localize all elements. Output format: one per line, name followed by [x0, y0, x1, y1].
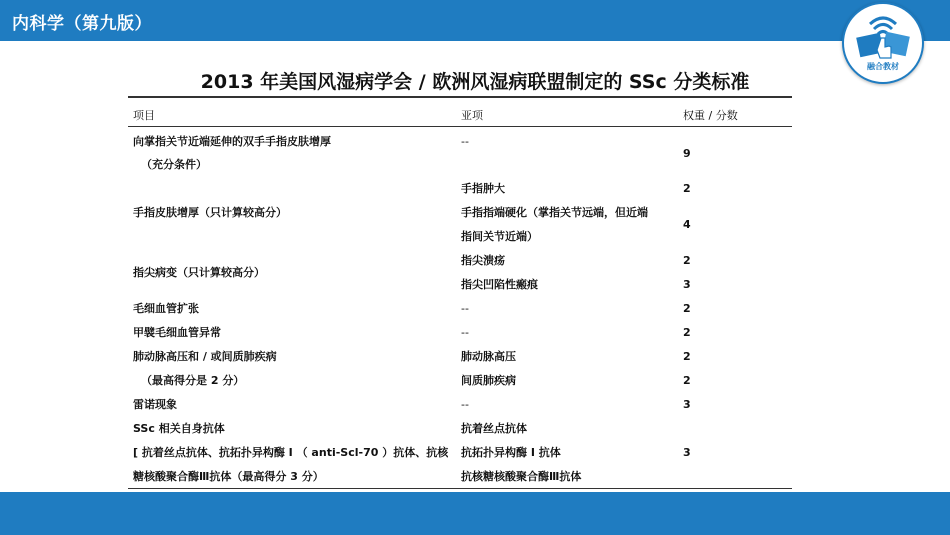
document-title: 2013 年美国风湿病学会 / 欧洲风湿病联盟制定的 SSc 分类标准 [200, 71, 750, 93]
row4-subitem: -- [461, 302, 469, 315]
row8-item-line2: [ 抗着丝点抗体、抗拓扑异构酶 I （ anti-Scl-70 ）抗体、抗核 [133, 446, 449, 459]
row3-subitem2: 指尖凹陷性瘢痕 [461, 278, 538, 291]
row1-item-line1: 向掌指关节近端延伸的双手手指皮肤增厚 [133, 135, 331, 148]
row7-item: 雷诺现象 [133, 398, 177, 411]
row6-subitem1: 肺动脉高压 [461, 350, 516, 363]
row2-score2: 4 [683, 218, 691, 231]
row7-subitem: -- [461, 398, 469, 411]
row2-score1: 2 [683, 182, 691, 195]
row2-subitem2-line1: 手指指端硬化（掌指关节远端，但近端 [461, 206, 648, 219]
row1-score: 9 [683, 147, 691, 160]
footer-bar [0, 492, 950, 535]
row8-item-line1: SSc 相关自身抗体 [133, 422, 225, 435]
row6-score1: 2 [683, 350, 691, 363]
column-header-score: 权重 / 分数 [683, 109, 738, 122]
row5-score: 2 [683, 326, 691, 339]
row8-subitem3: 抗核糖核酸聚合酶Ⅲ抗体 [461, 470, 582, 483]
header-bar [0, 0, 950, 41]
row2-item: 手指皮肤增厚（只计算较高分） [133, 206, 287, 219]
row1-subitem: -- [461, 135, 469, 148]
row6-item-line1: 肺动脉高压和 / 或间质肺疾病 [133, 350, 277, 363]
row3-subitem1: 指尖溃疡 [461, 254, 505, 267]
row8-score: 3 [683, 446, 691, 459]
row1-item-line2: （充分条件） [141, 158, 207, 171]
row3-score1: 2 [683, 254, 691, 267]
header-title: 内科学（第九版） [12, 14, 152, 34]
row6-subitem2: 间质肺疾病 [461, 374, 516, 387]
row5-subitem: -- [461, 326, 469, 339]
row8-item-line3: 糖核酸聚合酶Ⅲ抗体（最高得分 3 分） [133, 470, 324, 483]
column-header-subitem: 亚项 [461, 109, 483, 122]
table-header-rule [128, 126, 792, 127]
table-top-rule [128, 96, 792, 98]
row3-item: 指尖病变（只计算较高分） [133, 266, 265, 279]
row6-score2: 2 [683, 374, 691, 387]
row8-subitem1: 抗着丝点抗体 [461, 422, 527, 435]
row2-subitem2-line2: 指间关节近端） [461, 230, 538, 243]
row7-score: 3 [683, 398, 691, 411]
row2-subitem1: 手指肿大 [461, 182, 505, 195]
logo-text: 融合教材 [867, 62, 899, 71]
row6-item-line2: （最高得分是 2 分） [141, 374, 245, 387]
table-bottom-rule [128, 488, 792, 489]
row3-score2: 3 [683, 278, 691, 291]
row4-score: 2 [683, 302, 691, 315]
column-header-item: 项目 [133, 109, 155, 122]
row5-item: 甲襞毛细血管异常 [133, 326, 221, 339]
row8-subitem2: 抗拓扑异构酶 I 抗体 [461, 446, 561, 459]
row4-item: 毛细血管扩张 [133, 302, 199, 315]
